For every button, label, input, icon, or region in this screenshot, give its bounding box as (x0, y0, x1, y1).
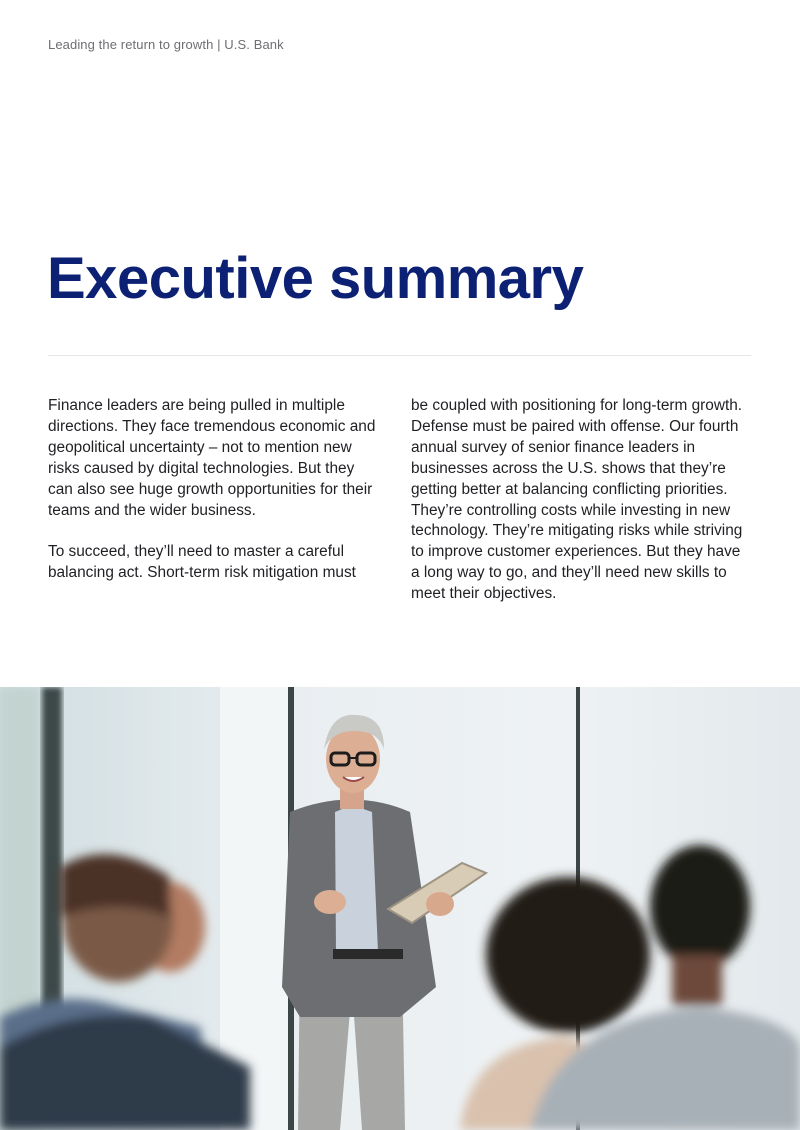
presentation-photo (0, 687, 800, 1130)
page-title: Executive summary (47, 246, 584, 311)
paragraph-3: be coupled with positioning for long-term growth. Defense must be paired with offense. Our fourth annual survey of senior finance leaders in businesses across the U.S. shows that they’re getting better at balancing conflicting priorities. They’re controlling costs while investing in new technology. They’re mitigating risks while striving to improve customer experiences. But they have a long way to go, and they’ll need new skills to meet their objectives. (411, 397, 743, 603)
title-divider (48, 355, 751, 356)
running-header: Leading the return to growth | U.S. Bank (48, 37, 284, 52)
paragraph-1: Finance leaders are being pulled in multiple directions. They face tremendous economic and geopolitical uncertainty – not to mention new risks caused by digital technologies. But they can also see huge growth opportunities for their teams and the wider business. (48, 397, 376, 519)
body-column-left (48, 396, 380, 584)
paragraph-2: To succeed, they’ll need to master a careful balancing act. Short-term risk mitigation must (48, 543, 356, 582)
presentation-photo-illustration (0, 687, 800, 1130)
body-column-right (411, 396, 743, 605)
